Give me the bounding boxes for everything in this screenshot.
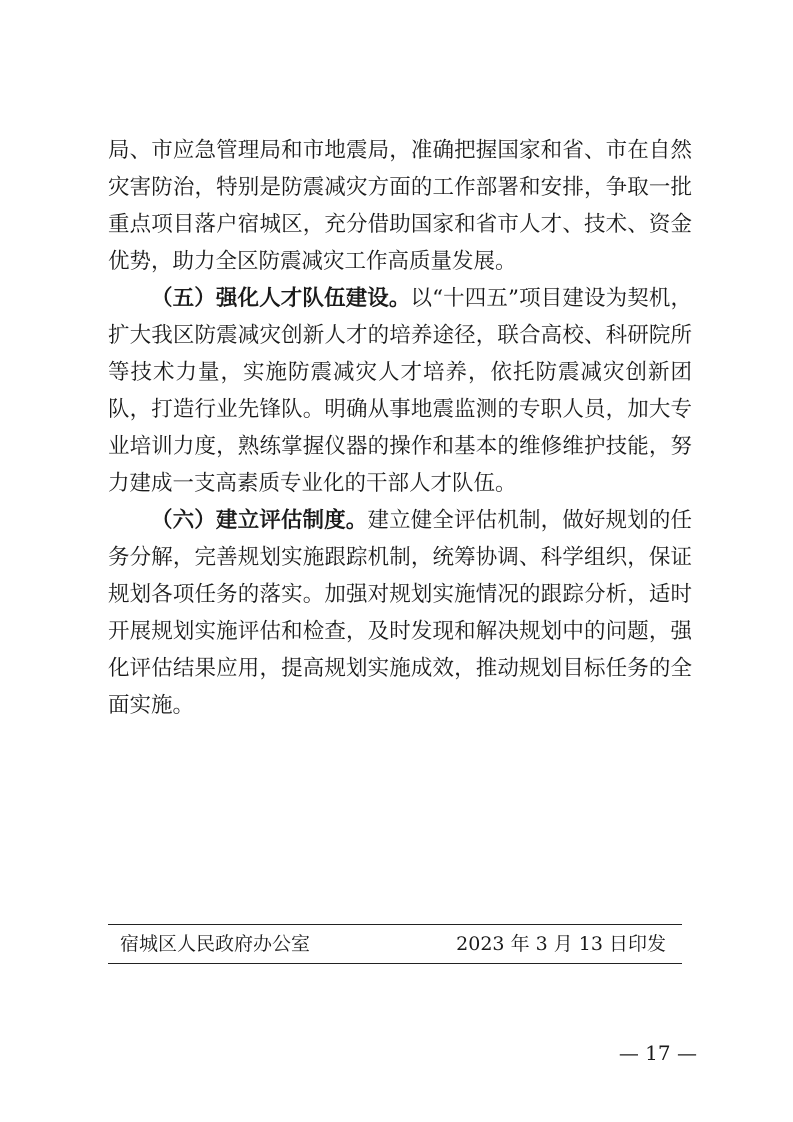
footer-print-date: 2023 年 3 月 13 日印发	[456, 933, 666, 955]
paragraph-text: 局、市应急管理局和市地震局，准确把握国家和省、市在自然灾害防治，特别是防震减灾方面的工作部署和安排，争取一批重点项目落户宿城区，充分借助国家和省市人才、技术、资金优势，助力全区防震减灾工作高质量发展。	[108, 138, 692, 274]
section-heading-talent: （五）强化人才队伍建设。	[151, 286, 411, 311]
paragraph-text: 建立健全评估机制，做好规划的任务分解，完善规划实施跟踪机制，统筹协调、科学组织，保证规划各项任务的落实。加强对规划实施情况的跟踪分析，适时开展规划实施评估和检查，及时发现和解决规划中的问题，强化评估结果应用，提高规划实施成效，推动规划目标任务的全面实施。	[108, 508, 692, 718]
section-heading-evaluation: （六）建立评估制度。	[151, 508, 368, 533]
paragraph-evaluation-system	[108, 502, 692, 724]
footer-issuer: 宿城区人民政府办公室	[120, 933, 311, 955]
paragraph-talent-team	[108, 280, 692, 502]
page-number: — 17 —	[618, 1041, 697, 1065]
paragraph-text: 以“十四五”项目建设为契机，扩大我区防震减灾创新人才的培养途径，联合高校、科研院所等技术力量，实施防震减灾人才培养，依托防震减灾创新团队，打造行业先锋队。明确从事地震监测的专职人员，加大专业培训力度，熟练掌握仪器的操作和基本的维修维护技能，努力建成一支高素质专业化的干部人才队伍。	[108, 286, 692, 496]
paragraph-continuation	[108, 132, 692, 280]
document-body	[108, 132, 692, 724]
footer-divider-top	[108, 924, 682, 925]
footer-divider-bottom	[108, 963, 682, 964]
